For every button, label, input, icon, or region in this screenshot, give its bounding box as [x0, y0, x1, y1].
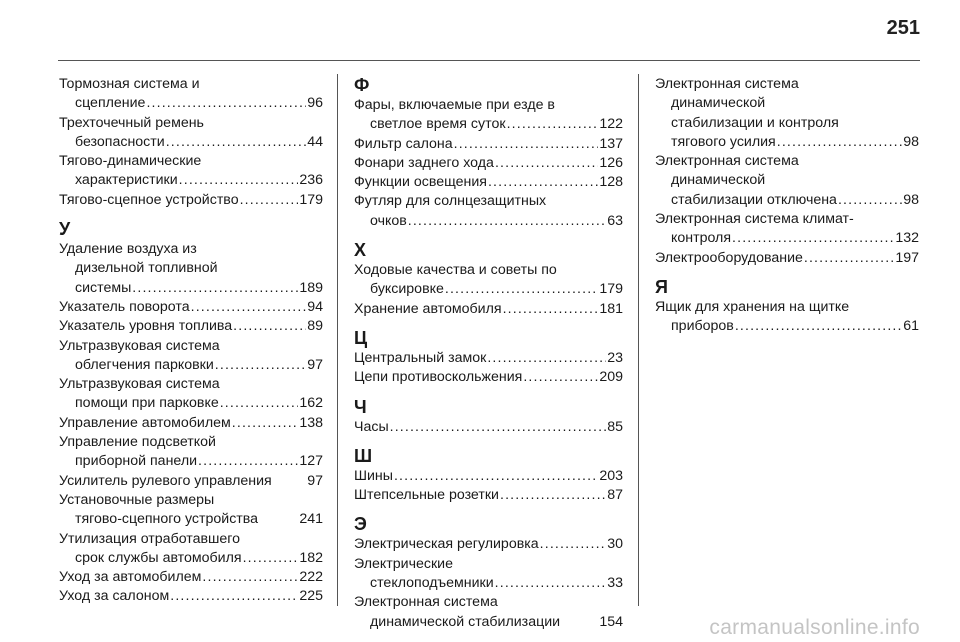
entry-text: динамической [671, 172, 766, 189]
index-entry[interactable] [354, 349, 623, 368]
page-ref[interactable]: 162 [299, 395, 323, 412]
entry-text: системы [75, 279, 132, 296]
page-ref[interactable]: 89 [307, 318, 323, 335]
index-entry[interactable] [59, 75, 323, 114]
page-ref[interactable]: 182 [299, 549, 323, 566]
page-ref[interactable]: 97 [307, 472, 323, 489]
entry-text: Установочные размеры [59, 491, 215, 508]
entry-text: Электронная система [354, 594, 498, 611]
dot-leader [503, 300, 599, 319]
index-column-2 [354, 75, 623, 632]
entry-text: помощи при парковке [75, 395, 219, 412]
dot-leader [191, 298, 307, 317]
page-ref[interactable]: 94 [307, 298, 323, 315]
dot-leader [561, 613, 598, 632]
dot-leader [735, 317, 902, 336]
entry-text: Электрические [354, 555, 453, 572]
entry-text: Ультразвуковая система [59, 337, 220, 354]
index-entry[interactable] [59, 298, 323, 317]
entry-text: динамической [671, 95, 766, 112]
entry-text: безопасности [75, 133, 165, 150]
index-entry[interactable] [59, 568, 323, 587]
entry-text: стеклоподъемники [370, 575, 494, 592]
index-entry[interactable] [354, 467, 623, 486]
entry-text: Электронная система [655, 153, 799, 170]
dot-leader [220, 394, 299, 413]
dot-leader [540, 535, 607, 554]
entry-text: Указатель поворота [59, 298, 190, 315]
entry-text: приборной панели [75, 453, 198, 470]
page-ref[interactable]: 197 [895, 249, 919, 266]
index-entry[interactable] [354, 593, 623, 632]
page-ref[interactable]: 96 [307, 95, 323, 112]
entry-text: характеристики [75, 172, 178, 189]
page-ref[interactable]: 126 [599, 154, 623, 171]
dot-leader [838, 191, 902, 210]
index-entry[interactable] [59, 240, 323, 298]
header-rule [58, 60, 920, 61]
index-entry[interactable] [354, 192, 623, 231]
dot-leader [166, 133, 307, 152]
entry-text: Электронная система [655, 76, 799, 92]
entry-text: Тормозная система и [59, 76, 200, 92]
page-ref[interactable]: 154 [599, 613, 623, 630]
page-ref[interactable]: 128 [599, 174, 623, 191]
index-entry[interactable] [59, 114, 323, 153]
dot-leader [488, 173, 598, 192]
page-ref[interactable]: 179 [599, 281, 623, 298]
section-letter: Ф [354, 75, 370, 95]
entry-text: контроля [671, 230, 732, 247]
entry-text: дизельной топливной [75, 260, 218, 277]
entry-text: сцепление [75, 95, 146, 112]
dot-leader [390, 418, 607, 437]
entry-text: буксировке [370, 281, 444, 298]
page-ref[interactable]: 33 [607, 575, 623, 592]
entry-text: Указатель уровня топлива [59, 318, 233, 335]
index-entry[interactable] [59, 433, 323, 472]
dot-leader [804, 249, 894, 268]
entry-text: Центральный замок [354, 349, 487, 366]
page-ref[interactable]: 236 [299, 172, 323, 189]
entry-text: Ходовые качества и советы по [354, 262, 557, 279]
dot-leader [259, 510, 298, 529]
column-divider [638, 74, 639, 606]
dot-leader [240, 191, 299, 210]
section-letter: Ч [354, 396, 367, 417]
dot-leader [232, 414, 299, 433]
entry-text: Фонари заднего хода [354, 154, 494, 171]
dot-leader [495, 574, 607, 593]
entry-text: динамической стабилизации [370, 613, 561, 630]
dot-leader [732, 229, 894, 248]
entry-text: Управление подсветкой [59, 434, 216, 451]
entry-text: светлое время суток [370, 116, 506, 133]
index-entry[interactable] [354, 300, 623, 319]
dot-leader [170, 587, 298, 606]
entry-text: Удаление воздуха из [59, 241, 197, 258]
dot-leader [487, 349, 606, 368]
index-entry[interactable] [354, 135, 623, 154]
column-divider [337, 74, 338, 606]
index-entry[interactable] [59, 337, 323, 376]
entry-text: Штепсельные розетки [354, 487, 499, 504]
page-ref[interactable]: 132 [895, 230, 919, 247]
entry-text: Фары, включаемые при езде в [354, 97, 555, 113]
dot-leader [777, 133, 902, 152]
entry-text: облегчения парковки [75, 356, 214, 373]
page-number: 251 [886, 17, 920, 39]
index-entry[interactable] [655, 249, 919, 268]
index-entry[interactable] [59, 191, 323, 210]
page-ref[interactable]: 98 [903, 191, 919, 208]
page-ref[interactable]: 225 [299, 588, 323, 605]
section-letter: У [59, 219, 71, 240]
watermark: carmanualsonline.info [709, 616, 920, 639]
entry-text: тягово-сцепного устройства [75, 511, 259, 528]
entry-text: приборов [671, 318, 734, 335]
index-entry[interactable] [354, 96, 623, 135]
entry-text: Тягово-динамические [59, 153, 202, 170]
index-entry[interactable] [59, 530, 323, 569]
index-entry[interactable] [354, 173, 623, 192]
dot-leader [273, 472, 307, 491]
entry-text: срок службы автомобиля [75, 549, 242, 566]
dot-leader [445, 280, 598, 299]
page-ref[interactable]: 181 [599, 300, 623, 317]
dot-leader [454, 135, 599, 154]
index-entry[interactable] [354, 154, 623, 173]
page-ref[interactable]: 98 [903, 133, 919, 150]
index-entry[interactable] [59, 491, 323, 530]
entry-text: очков [370, 212, 407, 229]
index-entry[interactable] [59, 375, 323, 414]
dot-leader [146, 94, 306, 113]
entry-text: Ящик для хранения на щитке [655, 298, 850, 315]
page-ref[interactable]: 30 [607, 536, 623, 553]
entry-text: Хранение автомобиля [354, 300, 502, 317]
index-entry[interactable] [59, 414, 323, 433]
entry-text: Утилизация отработавшего [59, 530, 241, 547]
entry-text: Часы [354, 418, 389, 435]
index-entry[interactable] [354, 368, 623, 387]
dot-leader [495, 154, 598, 173]
dot-leader [132, 279, 298, 298]
entry-text: Фильтр салона [354, 135, 453, 152]
section-letter: Я [655, 276, 668, 297]
page-ref[interactable]: 222 [299, 569, 323, 586]
entry-text: Функции освещения [354, 174, 487, 191]
entry-text: Уход за салоном [59, 588, 170, 605]
index-entry[interactable] [59, 317, 323, 336]
index-entry[interactable] [655, 210, 919, 249]
entry-text: Управление автомобилем [59, 414, 231, 431]
entry-text: Электрическая регулировка [354, 536, 539, 553]
dot-leader [179, 171, 299, 190]
index-entry[interactable] [655, 152, 919, 210]
page-ref[interactable]: 179 [299, 191, 323, 208]
dot-leader [500, 486, 606, 505]
page-ref[interactable]: 138 [299, 414, 323, 431]
page-ref[interactable]: 63 [607, 212, 623, 229]
page-ref[interactable]: 44 [307, 133, 323, 150]
index-column-3 [655, 75, 919, 337]
index-column-1 [59, 75, 323, 607]
section-letter: Э [354, 514, 367, 535]
entry-text: Футляр для солнцезащитных [354, 193, 547, 210]
dot-leader [215, 356, 306, 375]
index-entry[interactable] [354, 418, 623, 437]
entry-text: стабилизации отключена [671, 191, 837, 208]
entry-text: Цепи противоскольжения [354, 369, 523, 386]
dot-leader [233, 317, 306, 336]
dot-leader [507, 115, 599, 134]
entry-text: Электронная система климат- [655, 211, 854, 228]
dot-leader [523, 368, 598, 387]
page-ref[interactable]: 61 [903, 318, 919, 335]
index-entry[interactable] [354, 535, 623, 554]
dot-leader [408, 212, 606, 231]
entry-text: Ультразвуковая система [59, 376, 220, 393]
entry-text: Усилитель рулевого управления [59, 472, 272, 489]
entry-text: Тягово-сцепное устройство [59, 191, 239, 208]
entry-text: Шины [354, 467, 393, 484]
index-entry[interactable] [354, 261, 623, 300]
page-ref[interactable]: 85 [607, 418, 623, 435]
index-entry[interactable] [59, 472, 323, 491]
entry-text: Уход за автомобилем [59, 569, 202, 586]
dot-leader [202, 568, 298, 587]
page-ref[interactable]: 127 [299, 453, 323, 470]
dot-leader [198, 452, 298, 471]
page-ref[interactable]: 209 [599, 369, 623, 386]
page-ref[interactable]: 87 [607, 487, 623, 504]
page-ref[interactable]: 122 [599, 116, 623, 133]
page-ref[interactable]: 203 [599, 467, 623, 484]
entry-text: тягового усилия [671, 133, 776, 150]
page-ref[interactable]: 189 [299, 279, 323, 296]
index-entry[interactable] [655, 75, 919, 152]
entry-text: стабилизации и контроля [671, 114, 839, 131]
dot-leader [394, 467, 598, 486]
index-entry[interactable] [354, 555, 623, 594]
page-ref[interactable]: 241 [299, 511, 323, 528]
index-entry[interactable] [59, 152, 323, 191]
section-letter: Ш [354, 445, 373, 466]
index-entry[interactable] [354, 486, 623, 505]
page-ref[interactable]: 97 [307, 356, 323, 373]
dot-leader [243, 549, 299, 568]
page-ref[interactable]: 23 [607, 349, 623, 366]
entry-text: Электрооборудование [655, 249, 803, 266]
section-letter: Х [354, 240, 367, 261]
entry-text: Трехточечный ремень [59, 114, 204, 131]
section-letter: Ц [354, 327, 368, 348]
index-entry[interactable] [655, 298, 919, 337]
page-ref[interactable]: 137 [599, 135, 623, 152]
index-entry[interactable] [59, 587, 323, 606]
